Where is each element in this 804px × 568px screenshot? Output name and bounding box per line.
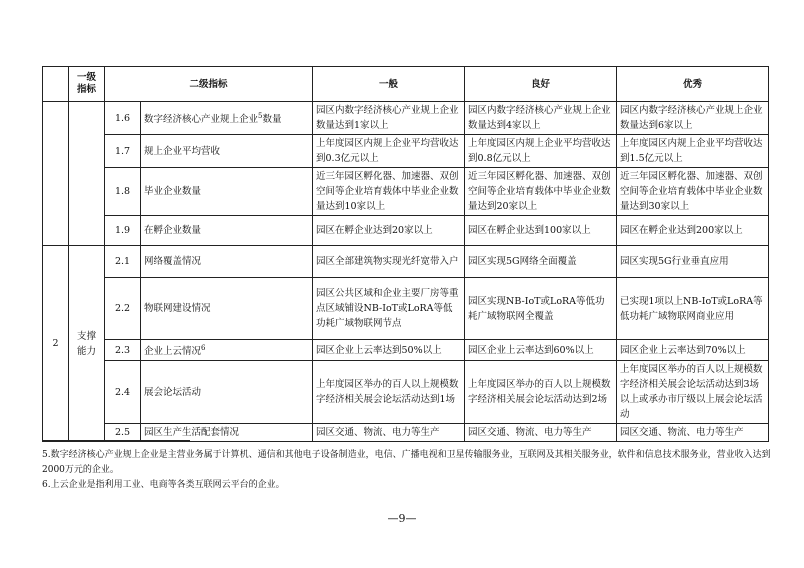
cell-excellent: 园区企业上云率达到70%以上	[617, 340, 769, 361]
row-index: 1.9	[105, 216, 141, 246]
row-index: 1.6	[105, 102, 141, 135]
table-row	[43, 135, 769, 168]
cell-excellent: 园区在孵企业达到200家以上	[617, 216, 769, 246]
cell-good: 上年度园区举办的百人以上规模数字经济相关展会论坛活动达到2场	[465, 361, 617, 424]
cell-excellent: 上年度园区内规上企业平均营收达到1.5亿元以上	[617, 135, 769, 168]
table-row	[43, 424, 769, 442]
row-indicator-name: 展会论坛活动	[141, 361, 313, 424]
cell-excellent: 已实现1项以上NB-IoT或LoRA等低功耗广域物联网商业应用	[617, 278, 769, 340]
row-indicator-name: 网络覆盖情况	[141, 246, 313, 278]
row-indicator-name: 规上企业平均营收	[141, 135, 313, 168]
indicator-table	[42, 66, 769, 442]
cell-general: 园区全部建筑物实现光纤宽带入户	[313, 246, 465, 278]
cell-good: 园区在孵企业达到100家以上	[465, 216, 617, 246]
cell-general: 园区公共区域和企业主要厂房等重点区域铺设NB-IoT或LoRA等低功耗广域物联网节点	[313, 278, 465, 340]
footnote-6: 6.上云企业是指利用工业、电商等各类互联网云平台的企业。	[42, 480, 285, 490]
row-indicator-name: 园区生产生活配套情况	[141, 424, 313, 442]
row-index: 2.1	[105, 246, 141, 278]
row-indicator-name: 在孵企业数量	[141, 216, 313, 246]
cell-general: 园区企业上云率达到50%以上	[313, 340, 465, 361]
table-row	[43, 168, 769, 216]
table-header-row	[43, 67, 769, 102]
cell-general: 近三年园区孵化器、加速器、双创空间等企业培育载体中毕业企业数量达到10家以上	[313, 168, 465, 216]
cell-excellent: 园区交通、物流、电力等生产	[617, 424, 769, 442]
row-index: 2.3	[105, 340, 141, 361]
group1-num-cell	[43, 102, 69, 246]
footnote-5: 5.数字经济核心产业规上企业是主营业务属于计算机、通信和其他电子设备制造业，电信、广播电视和卫星传输服务业，互联网及其相关服务业，软件和信息技术服务业，营业收入达到2000万元的企业。	[42, 450, 771, 475]
group2-num: 2	[43, 246, 69, 442]
footnotes	[42, 448, 772, 493]
cell-good: 园区企业上云率达到60%以上	[465, 340, 617, 361]
cell-good: 园区内数字经济核心产业规上企业数量达到4家以上	[465, 102, 617, 135]
cell-excellent: 园区内数字经济核心产业规上企业数量达到6家以上	[617, 102, 769, 135]
cell-good: 园区实现5G网络全面覆盖	[465, 246, 617, 278]
header-good: 良好	[465, 67, 617, 102]
cell-general: 上年度园区举办的百人以上规模数字经济相关展会论坛活动达到1场	[313, 361, 465, 424]
row-index: 2.5	[105, 424, 141, 442]
group1-category-cell	[69, 102, 105, 246]
row-indicator-name	[141, 340, 313, 361]
row-index: 1.8	[105, 168, 141, 216]
cell-good: 近三年园区孵化器、加速器、双创空间等企业培育载体中毕业企业数量达到20家以上	[465, 168, 617, 216]
cell-excellent: 上年度园区举办的百人以上规模数字经济相关展会论坛活动达到3场以上或承办市厅级以上展会论坛活动	[617, 361, 769, 424]
footnote-divider	[42, 440, 190, 441]
cell-general: 园区在孵企业达到20家以上	[313, 216, 465, 246]
row-index: 1.7	[105, 135, 141, 168]
cell-good: 园区交通、物流、电力等生产	[465, 424, 617, 442]
header-blank	[43, 67, 69, 102]
table-row	[43, 340, 769, 361]
row-indicator-name: 毕业企业数量	[141, 168, 313, 216]
table-row	[43, 278, 769, 340]
table-row	[43, 216, 769, 246]
page-number: —9—	[387, 512, 417, 525]
row-indicator-name	[141, 102, 313, 135]
indicator-name-text: 企业上云情况	[144, 346, 202, 358]
table-row	[43, 102, 769, 135]
header-excellent: 优秀	[617, 67, 769, 102]
row-indicator-name: 物联网建设情况	[141, 278, 313, 340]
header-level1: 一级 指标	[69, 67, 105, 102]
footnote-ref: 6	[201, 344, 206, 352]
header-general: 一般	[313, 67, 465, 102]
cell-excellent: 园区实现5G行业垂直应用	[617, 246, 769, 278]
footnote-ref: 5	[258, 111, 263, 120]
cell-general: 园区内数字经济核心产业规上企业数量达到1家以上	[313, 102, 465, 135]
cell-good: 园区实现NB-IoT或LoRA等低功耗广域物联网全覆盖	[465, 278, 617, 340]
cell-good: 上年度园区内规上企业平均营收达到0.8亿元以上	[465, 135, 617, 168]
cell-general: 上年度园区内规上企业平均营收达到0.3亿元以上	[313, 135, 465, 168]
row-index: 2.2	[105, 278, 141, 340]
row-index: 2.4	[105, 361, 141, 424]
indicator-name-text: 数字经济核心产业规上企业	[144, 114, 259, 126]
cell-excellent: 近三年园区孵化器、加速器、双创空间等企业培育载体中毕业企业数量达到30家以上	[617, 168, 769, 216]
indicator-name-suffix: 数量	[262, 114, 282, 126]
table-row	[43, 361, 769, 424]
table-row	[43, 246, 769, 278]
group2-category: 支撑 能力	[69, 246, 105, 442]
header-level2: 二级指标	[105, 67, 313, 102]
cell-general: 园区交通、物流、电力等生产	[313, 424, 465, 442]
